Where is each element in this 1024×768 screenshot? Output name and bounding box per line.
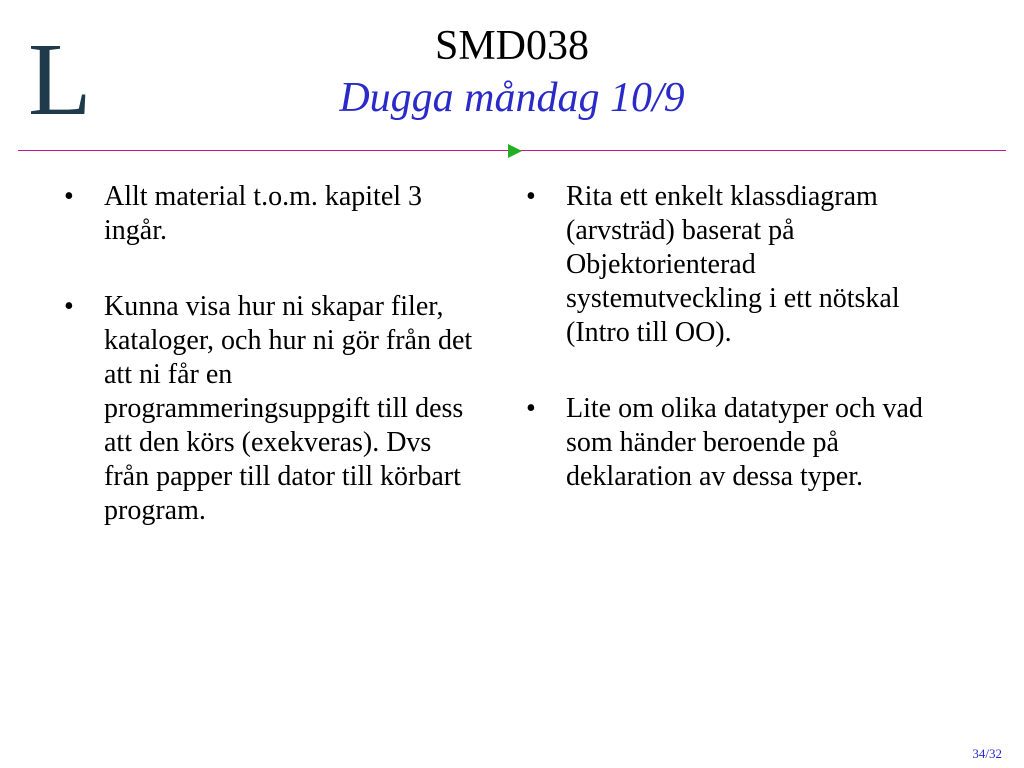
- title-block: [0, 20, 1024, 124]
- list-item: [522, 180, 952, 350]
- list-item: [522, 392, 952, 494]
- left-column: [60, 180, 480, 570]
- list-item: [60, 290, 480, 528]
- list-item: [60, 180, 480, 248]
- page-number: 34/32: [972, 746, 1002, 761]
- slide-title: SMD038: [434, 23, 590, 69]
- bullet-icon: •: [526, 393, 536, 424]
- right-column: [522, 180, 952, 536]
- bullet-icon: •: [64, 181, 74, 212]
- bullet-text: Kunna visa hur ni skapar filer, kataloger, och hur ni gör från det att ni får en programmeringsuppgift till dess att den körs (exekveras). Dvs från papper till dator till körbart program.: [104, 291, 473, 526]
- bullet-text: Rita ett enkelt klassdiagram (arvsträd) baserat på Objektorienterad systemutveckling i ett nötskal (Intro till OO).: [566, 181, 900, 348]
- bullet-text: Lite om olika datatyper och vad som händer beroende på deklaration av dessa typer.: [566, 393, 923, 492]
- slide-subtitle: Dugga måndag 10/9: [339, 75, 685, 121]
- bullet-text: Allt material t.o.m. kapitel 3 ingår.: [104, 181, 423, 246]
- arrow-right-icon: [508, 144, 522, 158]
- svg-text:L: L: [28, 30, 92, 122]
- bullet-icon: •: [64, 291, 74, 322]
- bullet-icon: •: [526, 181, 536, 212]
